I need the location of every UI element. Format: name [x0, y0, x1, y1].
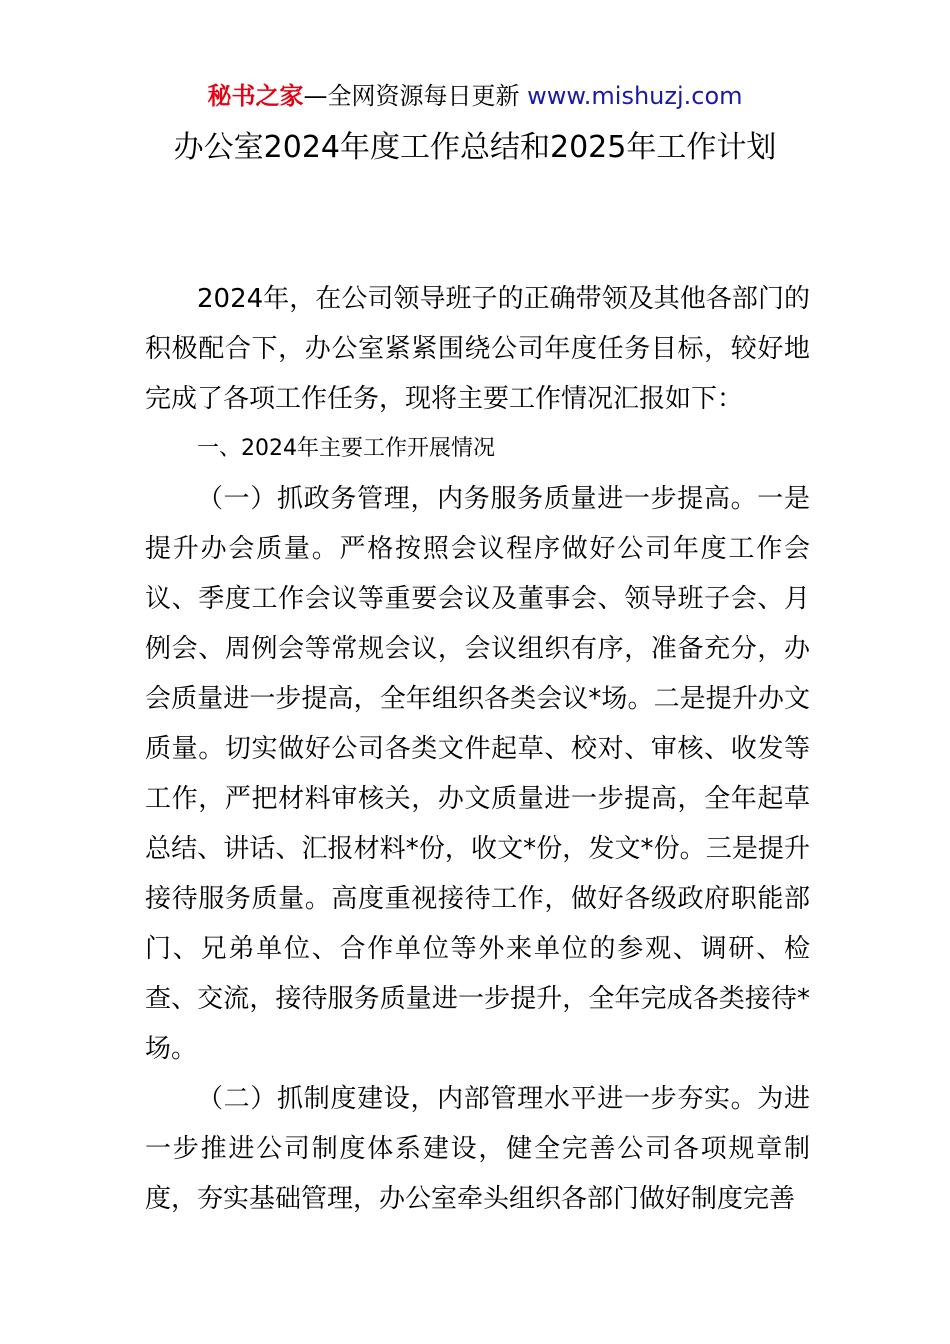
- body-paragraph: （二）抓制度建设，内部管理水平进一步夯实。为进一步推进公司制度体系建设，健全完善公司各项规章制度，夯实基础管理，办公室牵头组织各部门做好制度完善: [145, 1084, 810, 1214]
- document-body: [145, 274, 810, 1224]
- section-heading: 一、2024年主要工作开展情况: [197, 436, 495, 461]
- site-url-link[interactable]: www.mishuzj.com: [527, 82, 743, 110]
- intro-paragraph: 2024年，在公司领导班子的正确带领及其他各部门的积极配合下，办公室紧紧围绕公司年度任务目标，较好地完成了各项工作任务，现将主要工作情况汇报如下：: [145, 284, 810, 414]
- brand-name: 秘书之家: [207, 82, 304, 110]
- body-paragraph: （一）抓政务管理，内务服务质量进一步提高。一是提升办会质量。严格按照会议程序做好公司年度工作会议、季度工作会议等重要会议及董事会、领导班子会、月例会、周例会等常规会议，会议组织有序，准备充分，办会质量进一步提高，全年组织各类会议*场。二是提升办文质量。切实做好公司各类文件起草、校对、审核、收发等工作，严把材料审核关，办文质量进一步提高，全年起草总结、讲话、汇报材料*份，收文*份，发文*份。三是提升接待服务质量。高度重视接待工作，做好各级政府职能部门、兄弟单位、合作单位等外来单位的参观、调研、检查、交流，接待服务质量进一步提升，全年完成各类接待*场。: [145, 484, 810, 1064]
- header-tagline: —全网资源每日更新: [303, 82, 520, 110]
- document-title: 办公室2024年度工作总结和2025年工作计划: [173, 130, 777, 165]
- site-header: [0, 80, 950, 112]
